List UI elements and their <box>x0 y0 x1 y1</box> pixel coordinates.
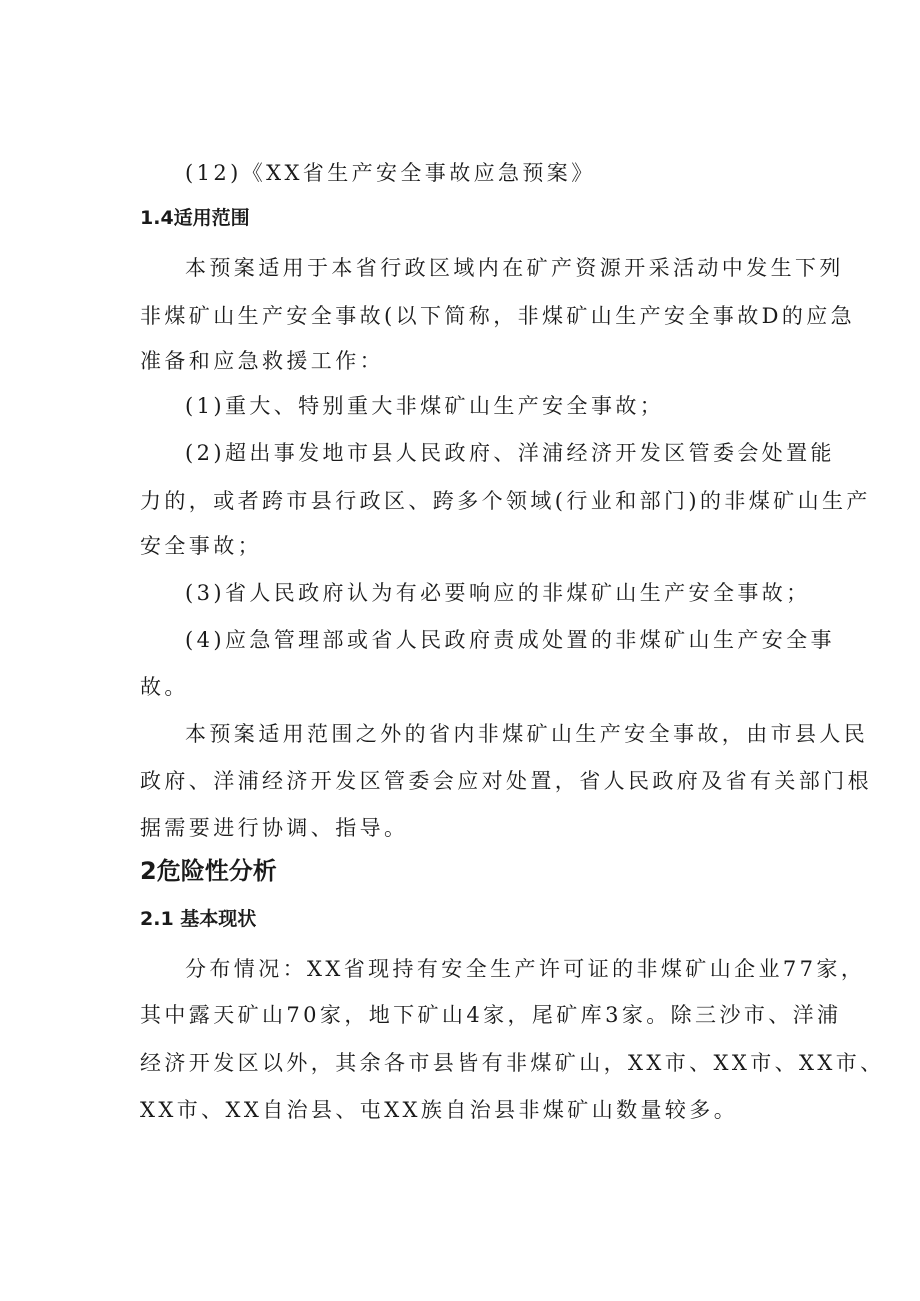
scope-paragraph-line-2: 非煤矿山生产安全事故(以下简称，非煤矿山生产安全事故D的应急 <box>140 304 856 328</box>
status-paragraph-line-1: 分布情况：XX省现持有安全生产许可证的非煤矿山企业77家， <box>185 957 866 981</box>
reference-item-12: (12)《XX省生产安全事故应急预案》 <box>185 161 596 185</box>
section-heading-2-1: 2.1 基本现状 <box>140 908 257 930</box>
scope-item-4-line-1: (4)应急管理部或省人民政府责成处置的非煤矿山生产安全事 <box>185 628 835 652</box>
status-paragraph-line-3: 经济开发区以外，其余各市县皆有非煤矿山，XX市、XX市、XX市、 <box>140 1051 885 1075</box>
scope-paragraph-line-1: 本预案适用于本省行政区域内在矿产资源开采活动中发生下列 <box>185 256 844 280</box>
section-heading-1-4: 1.4适用范围 <box>140 207 250 229</box>
out-of-scope-paragraph-line-3: 据需要进行协调、指导。 <box>140 816 409 840</box>
status-paragraph-line-4: XX市、XX自治县、屯XX族自治县非煤矿山数量较多。 <box>140 1098 739 1122</box>
scope-item-3: (3)省人民政府认为有必要响应的非煤矿山生产安全事故； <box>185 581 811 605</box>
section-heading-2: 2危险性分析 <box>140 857 277 885</box>
status-paragraph-line-2: 其中露天矿山70家，地下矿山4家，尾矿库3家。除三沙市、洋浦 <box>140 1003 842 1027</box>
scope-paragraph-line-3: 准备和应急救援工作： <box>140 349 384 373</box>
scope-item-2-line-1: (2)超出事发地市县人民政府、洋浦经济开发区管委会处置能 <box>185 441 835 465</box>
scope-item-2-line-3: 安全事故； <box>140 534 262 558</box>
scope-item-2-line-2: 力的，或者跨市县行政区、跨多个领域(行业和部门)的非煤矿山生产 <box>140 489 871 513</box>
scope-item-4-line-2: 故。 <box>140 675 189 699</box>
scope-item-1: (1)重大、特别重大非煤矿山生产安全事故； <box>185 394 665 418</box>
out-of-scope-paragraph-line-1: 本预案适用范围之外的省内非煤矿山生产安全事故，由市县人民 <box>185 722 869 746</box>
out-of-scope-paragraph-line-2: 政府、洋浦经济开发区管委会应对处置，省人民政府及省有关部门根 <box>140 769 872 793</box>
